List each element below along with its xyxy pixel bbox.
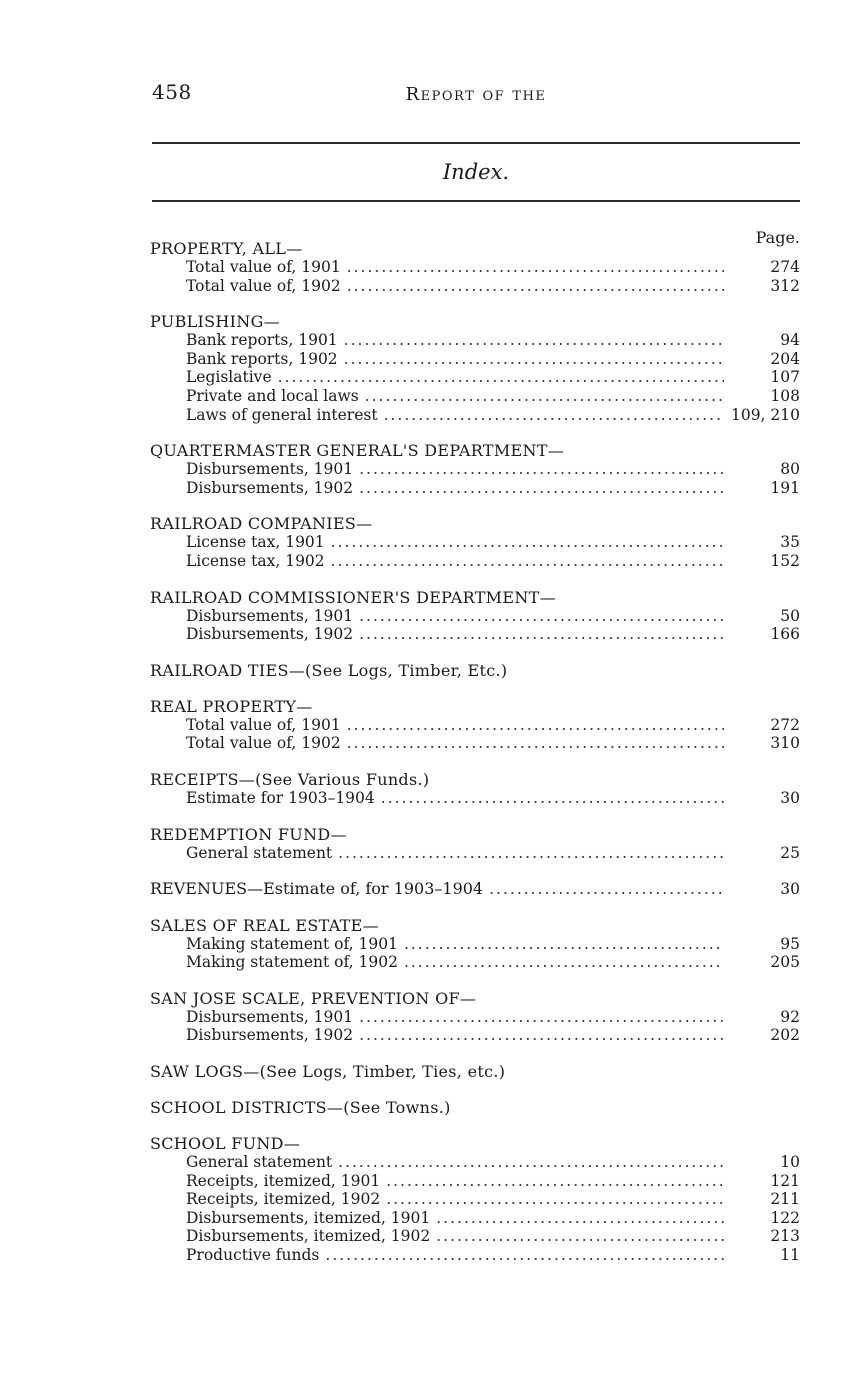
dot-leader [331,533,724,552]
dot-leader [359,460,724,479]
entry-label: Receipts, itemized, 1901 [186,1171,381,1190]
entry-page: 92 [780,1007,800,1026]
dot-leader [386,1190,724,1209]
running-head: Report of the [405,84,547,105]
entry-page: 310 [770,734,800,753]
index-entry [150,406,800,425]
page-number: 458 [152,80,192,104]
entry-page: 80 [780,460,800,479]
entry-page: 95 [780,934,800,953]
dot-leader [344,331,724,350]
index-entry [150,844,800,863]
index-title: Index. [442,160,510,184]
entry-label: Disbursements, 1901 [186,460,354,479]
entry-label: REVENUES—Estimate of, for 1903–1904 [150,879,484,899]
entry-page: 30 [780,788,800,807]
dot-leader [359,607,724,626]
index-entry [150,1026,800,1045]
entry-page: 152 [770,551,800,570]
dot-leader [359,479,724,498]
index-entry [150,387,800,406]
index-section [150,917,800,972]
section-heading: PUBLISHING— [150,312,280,332]
entry-label: Disbursements, 1902 [186,625,354,644]
section-heading: SCHOOL FUND— [150,1134,301,1154]
entry-label: Productive funds [186,1246,320,1265]
index-section [150,589,800,644]
entry-label: Receipts, itemized, 1902 [186,1190,381,1209]
entry-page: 122 [770,1208,800,1227]
entry-label: Making statement of, 1902 [186,953,398,972]
entry-label: Total value of, 1901 [186,258,341,276]
entry-page: 108 [770,386,800,405]
index-entry [150,607,800,626]
entry-page: 94 [780,331,800,350]
entry-page: 274 [770,258,800,276]
page-header [152,80,800,110]
entry-page: 30 [780,880,800,899]
dot-leader [436,1209,724,1228]
index-entry [150,368,800,387]
dot-leader [489,880,724,899]
index-entry [150,716,800,735]
dot-leader [365,387,724,406]
index-entry [150,625,800,644]
page-column-label: Page. [755,228,800,247]
index-entry [150,1153,800,1172]
entry-label: Disbursements, 1902 [186,1026,354,1045]
entry-label: Disbursements, itemized, 1901 [186,1208,431,1227]
section-heading: PROPERTY, ALL— [150,239,303,258]
entry-label: Private and local laws [186,386,359,405]
entry-page: 272 [770,715,800,734]
entry-page: 25 [780,843,800,862]
index-section [150,771,800,808]
entry-page: 50 [780,606,800,625]
entry-label: Total value of, 1901 [186,715,341,734]
dot-leader [344,350,724,369]
index-entry [150,953,800,972]
dot-leader [347,716,724,735]
dot-leader [359,1026,724,1045]
entry-label: Estimate for 1903–1904 [186,788,375,807]
entry-label: Disbursements, 1901 [186,606,354,625]
index-section [150,698,800,753]
index-section [150,515,800,570]
index-entry [150,1246,800,1265]
entry-page: 11 [780,1246,800,1265]
index-entry [150,1190,800,1209]
index-section [150,990,800,1045]
index-section [150,880,800,899]
section-heading: QUARTERMASTER GENERAL'S DEPARTMENT— [150,441,565,461]
entry-label: License tax, 1901 [186,533,325,552]
dot-leader [331,552,724,571]
section-heading: SAN JOSE SCALE, PREVENTION OF— [150,988,477,1008]
index-list [150,240,800,1283]
entry-label: Laws of general interest [186,405,378,424]
entry-label: Bank reports, 1902 [186,349,338,368]
dot-leader [436,1227,724,1246]
index-section [150,240,800,295]
dot-leader [404,953,724,972]
dot-leader [404,935,724,954]
section-heading: RAILROAD TIES—(See Logs, Timber, Etc.) [150,660,508,680]
entry-page: 204 [770,349,800,368]
entry-label: Disbursements, 1902 [186,478,354,497]
dot-leader [381,789,724,808]
section-heading: REAL PROPERTY— [150,696,313,716]
entry-page: 109, 210 [730,405,800,424]
index-entry [150,552,800,571]
entry-label: Disbursements, 1901 [186,1007,354,1026]
index-entry [150,935,800,954]
index-entry [150,1209,800,1228]
top-rule [152,142,800,144]
entry-label: General statement [186,1153,333,1172]
entry-page: 312 [770,276,800,295]
index-section [150,826,800,863]
index-section [150,1135,800,1265]
entry-label: Bank reports, 1901 [186,331,338,350]
dot-leader [347,258,724,277]
dot-leader [359,625,724,644]
index-section [150,1099,800,1117]
index-entry [150,258,800,277]
section-heading: RAILROAD COMMISSIONER'S DEPARTMENT— [150,587,556,607]
dot-leader [338,844,724,863]
dot-leader [325,1246,724,1265]
dot-leader [338,1153,724,1172]
index-entry [150,789,800,808]
entry-page: 121 [770,1171,800,1190]
entry-label: License tax, 1902 [186,551,325,570]
entry-label: Disbursements, itemized, 1902 [186,1227,431,1246]
entry-label: Making statement of, 1901 [186,934,398,953]
index-section [150,662,800,680]
entry-page: 107 [770,368,800,387]
dot-leader [278,368,724,387]
index-entry [150,1172,800,1191]
dot-leader [347,277,724,296]
index-entry [150,350,800,369]
index-entry [150,479,800,498]
title-rule [152,200,800,202]
index-section [150,313,800,424]
entry-page: 211 [770,1190,800,1209]
index-section [150,442,800,497]
index-entry [150,331,800,350]
section-heading: SCHOOL DISTRICTS—(See Towns.) [150,1098,451,1118]
index-entry [150,277,800,296]
section-heading: RECEIPTS—(See Various Funds.) [150,769,430,789]
dot-leader [347,734,724,753]
entry-page: 166 [770,625,800,644]
index-entry [150,533,800,552]
dot-leader [359,1008,724,1027]
index-entry [150,460,800,479]
section-heading: RAILROAD COMPANIES— [150,514,373,534]
section-heading: SALES OF REAL ESTATE— [150,915,379,935]
index-entry [150,1008,800,1027]
entry-page: 205 [770,953,800,972]
index-entry [150,1227,800,1246]
section-heading: SAW LOGS—(See Logs, Timber, Ties, etc.) [150,1062,506,1082]
entry-page: 191 [770,478,800,497]
entry-page: 10 [780,1153,800,1172]
entry-page: 202 [770,1026,800,1045]
entry-label: General statement [186,843,333,862]
index-section [150,1063,800,1081]
dot-leader [384,406,724,425]
index-entry [150,880,800,899]
entry-label: Legislative [186,368,272,387]
entry-page: 213 [770,1227,800,1246]
section-heading: REDEMPTION FUND— [150,824,347,844]
dot-leader [386,1172,724,1191]
index-entry [150,734,800,753]
entry-label: Total value of, 1902 [186,276,341,295]
entry-label: Total value of, 1902 [186,734,341,753]
entry-page: 35 [780,533,800,552]
